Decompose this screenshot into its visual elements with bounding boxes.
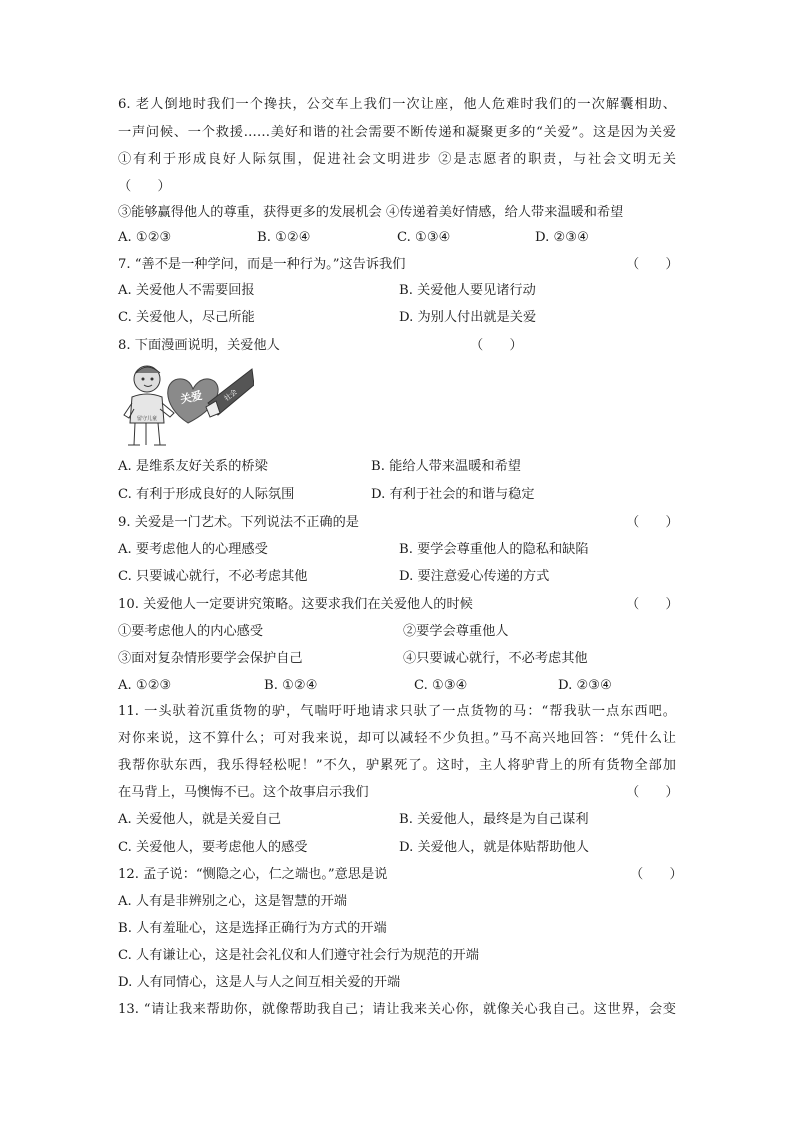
q11-stem-line-1: 11. 一头驮着沉重货物的驴，气喘吁吁地请求只驮了一点货物的马：“帮我驮一点东西吧。	[118, 704, 676, 719]
q11-answer-paren[interactable]: （ ）	[626, 785, 679, 800]
q11-stem-line-3: 我帮你驮东西，我乐得轻松呢！”不久，驴累死了。这时，主人将驴背上的所有货物全部加	[118, 758, 676, 773]
q6-option-b[interactable]: B. ①②④	[257, 230, 311, 245]
heart-label: 关爱	[179, 388, 204, 407]
q10-option-b[interactable]: B. ①②④	[264, 678, 318, 693]
q6-statement-line-2: ③能够赢得他人的尊重，获得更多的发展机会 ④传递着美好情感，给人带来温暖和希望	[118, 205, 624, 220]
q7-option-a[interactable]: A. 关爱他人不需要回报	[118, 283, 255, 298]
q10-stem: 10. 关爱他人一定要讲究策略。这要求我们在关爱他人的时候	[118, 597, 473, 612]
q11-option-c[interactable]: C. 关爱他人，要考虑他人的感受	[118, 840, 308, 855]
q12-option-a[interactable]: A. 人有是非辨别之心，这是智慧的开端	[118, 894, 347, 909]
q9-answer-paren[interactable]: （ ）	[626, 515, 679, 530]
q10-item-4: ④只要诚心就行，不必考虑其他	[403, 651, 588, 666]
q8-cartoon	[120, 363, 254, 447]
shirt-label: 留守儿童	[136, 416, 158, 422]
q12-answer-paren[interactable]: （ ）	[630, 867, 683, 882]
q8-option-a[interactable]: A. 是维系友好关系的桥梁	[118, 459, 268, 474]
q6-option-d[interactable]: D. ②③④	[535, 230, 589, 245]
q12-option-d[interactable]: D. 人有同情心，这是人与人之间互相关爱的开端	[118, 975, 401, 990]
q8-option-b[interactable]: B. 能给人带来温暖和希望	[371, 459, 521, 474]
q8-stem: 8. 下面漫画说明，关爱他人	[118, 338, 280, 353]
q12-option-c[interactable]: C. 人有谦让心，这是社会礼仪和人们遵守社会行为规范的开端	[118, 948, 479, 963]
q12-option-b[interactable]: B. 人有羞耻心，这是选择正确行为方式的开端	[118, 921, 387, 936]
q8-option-d[interactable]: D. 有利于社会的和谐与稳定	[371, 487, 535, 502]
q8-option-c[interactable]: C. 有利于形成良好的人际氛围	[118, 487, 295, 502]
q9-option-d[interactable]: D. 要注意爱心传递的方式	[399, 569, 550, 584]
q6-option-a[interactable]: A. ①②③	[118, 230, 172, 245]
q10-item-2: ②要学会尊重他人	[403, 624, 509, 639]
q11-stem-line-4: 在马背上，马懊悔不已。这个故事启示我们	[118, 785, 369, 800]
q6-option-c[interactable]: C. ①③④	[397, 230, 451, 245]
q10-option-d[interactable]: D. ②③④	[558, 678, 612, 693]
q10-item-1: ①要考虑他人的内心感受	[118, 624, 264, 639]
q11-stem-line-2: 对你来说，这不算什么；可对我来说，却可以减轻不少负担。”马不高兴地回答：“凭什么让	[118, 731, 676, 746]
q11-option-d[interactable]: D. 关爱他人，就是体贴帮助他人	[399, 840, 589, 855]
q13-stem-line-1: 13. “请让我来帮助你，就像帮助我自己；请让我来关心你，就像关心我自己。这世界，会变	[118, 1002, 676, 1017]
q9-stem: 9. 关爱是一门艺术。下列说法不正确的是	[118, 515, 359, 530]
q11-option-b[interactable]: B. 关爱他人，最终是为自己谋利	[399, 812, 589, 827]
q10-option-a[interactable]: A. ①②③	[118, 678, 172, 693]
q10-option-c[interactable]: C. ①③④	[414, 678, 468, 693]
q7-stem: 7. “善不是一种学问，而是一种行为。”这告诉我们	[118, 257, 406, 272]
q11-option-a[interactable]: A. 关爱他人，就是关爱自己	[118, 812, 281, 827]
q8-answer-paren[interactable]: （ ）	[470, 338, 523, 353]
sleeve-label: 社会	[222, 387, 239, 403]
q9-option-c[interactable]: C. 只要诚心就行，不必考虑其他	[118, 569, 308, 584]
q7-answer-paren[interactable]: （ ）	[626, 257, 679, 272]
q10-item-3: ③面对复杂情形要学会保护自己	[118, 651, 303, 666]
q6-statement-line-1: ①有利于形成良好人际氛围，促进社会文明进步 ②是志愿者的职责，与社会文明无关	[118, 152, 676, 167]
q9-option-b[interactable]: B. 要学会尊重他人的隐私和缺陷	[399, 542, 589, 557]
q6-stem-line-1: 6. 老人倒地时我们一个搀扶，公交车上我们一次让座，他人危难时我们的一次解囊相助、	[118, 97, 676, 112]
q7-option-d[interactable]: D. 为别人付出就是关爱	[399, 310, 537, 325]
child-figure	[124, 366, 174, 445]
q6-stem-line-2: 一声问候、一个救援……美好和谐的社会需要不断传递和凝聚更多的“关爱”。这是因为关爱	[118, 125, 676, 140]
q10-answer-paren[interactable]: （ ）	[626, 597, 679, 612]
q7-option-b[interactable]: B. 关爱他人要见诸行动	[399, 283, 536, 298]
q6-answer-paren[interactable]: （ ）	[118, 179, 171, 194]
q9-option-a[interactable]: A. 要考虑他人的心理感受	[118, 542, 268, 557]
q12-stem: 12. 孟子说：“恻隐之心，仁之端也。”意思是说	[118, 867, 388, 882]
q7-option-c[interactable]: C. 关爱他人，尽己所能	[118, 310, 255, 325]
